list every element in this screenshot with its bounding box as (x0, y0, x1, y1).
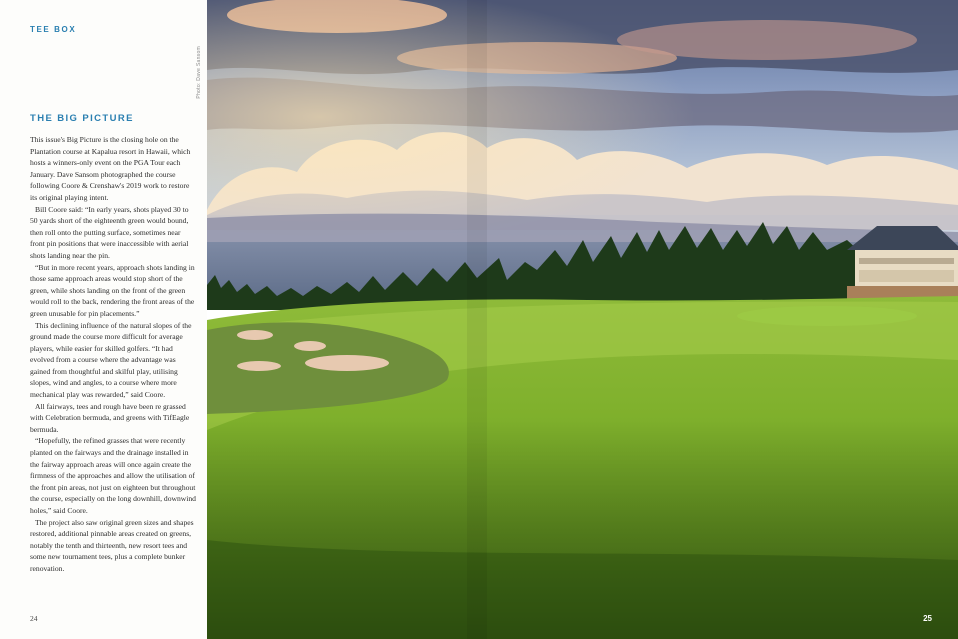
article-paragraph: “Hopefully, the refined grasses that were recently planted on the fairways and the drainage installed in the fairway approach areas will once again create the firmness of the approaches and allow the utilisation of the front pin areas, not just on eighteen but throughout the course, especially on the long downhill, downwind holes,” said Coore. (30, 436, 196, 515)
photo-credit: Photo: Dave Sansom (196, 46, 202, 99)
bunker (305, 355, 389, 371)
bunker (237, 330, 273, 340)
putting-green (737, 306, 917, 326)
bunker (294, 341, 326, 351)
article-body (30, 134, 196, 575)
section-title: THE BIG PICTURE (30, 113, 134, 124)
article-paragraph: The project also saw original green sizes and shapes restored, additional pinnable areas created on greens, notably the tenth and thirteenth, new resort tees and some new tournament tees, plus a complete bunker renovation. (30, 517, 194, 573)
section-tag: TEE BOX (30, 25, 77, 34)
article-paragraph: This issue's Big Picture is the closing hole on the Plantation course at Kapalua resort in Hawaii, which hosts a winners-only event on the PGA Tour each January. Dave Sansom photographed the course following Coore & Crenshaw's 2019 work to restore its original playing intent. (30, 135, 191, 202)
golf-course-photo (207, 0, 958, 639)
article-paragraph: Bill Coore said: “In early years, shots played 30 to 50 yards short of the eighteenth green would bound, then roll onto the putting surface, sometimes near front pin positions that were inaccessible with aerial shots landing near the pin. (30, 204, 189, 260)
page-number-right: 25 (923, 614, 932, 623)
left-page (0, 0, 207, 639)
clubhouse (847, 226, 958, 300)
article-paragraph: “But in more recent years, approach shots landing in those same approach areas would stop short of the green, while shots landing on the front of the green would roll to the back, rendering the front areas of the green unusable for pin placements.” (30, 262, 195, 318)
page-number-left: 24 (30, 614, 38, 623)
article-paragraph: This declining influence of the natural slopes of the ground made the course more difficult for average players, while easier for skilled golfers. “It had evolved from a course where the advantage was gained from thoughtful and skilful play, utilising slopes, wind and angles, to a course where more mechanical play was rewarded,” said Coore. (30, 320, 192, 400)
article-paragraph: All fairways, tees and rough have been re grassed with Celebration bermuda, and greens with TifEagle bermuda. (30, 401, 190, 434)
bunker (237, 361, 281, 371)
